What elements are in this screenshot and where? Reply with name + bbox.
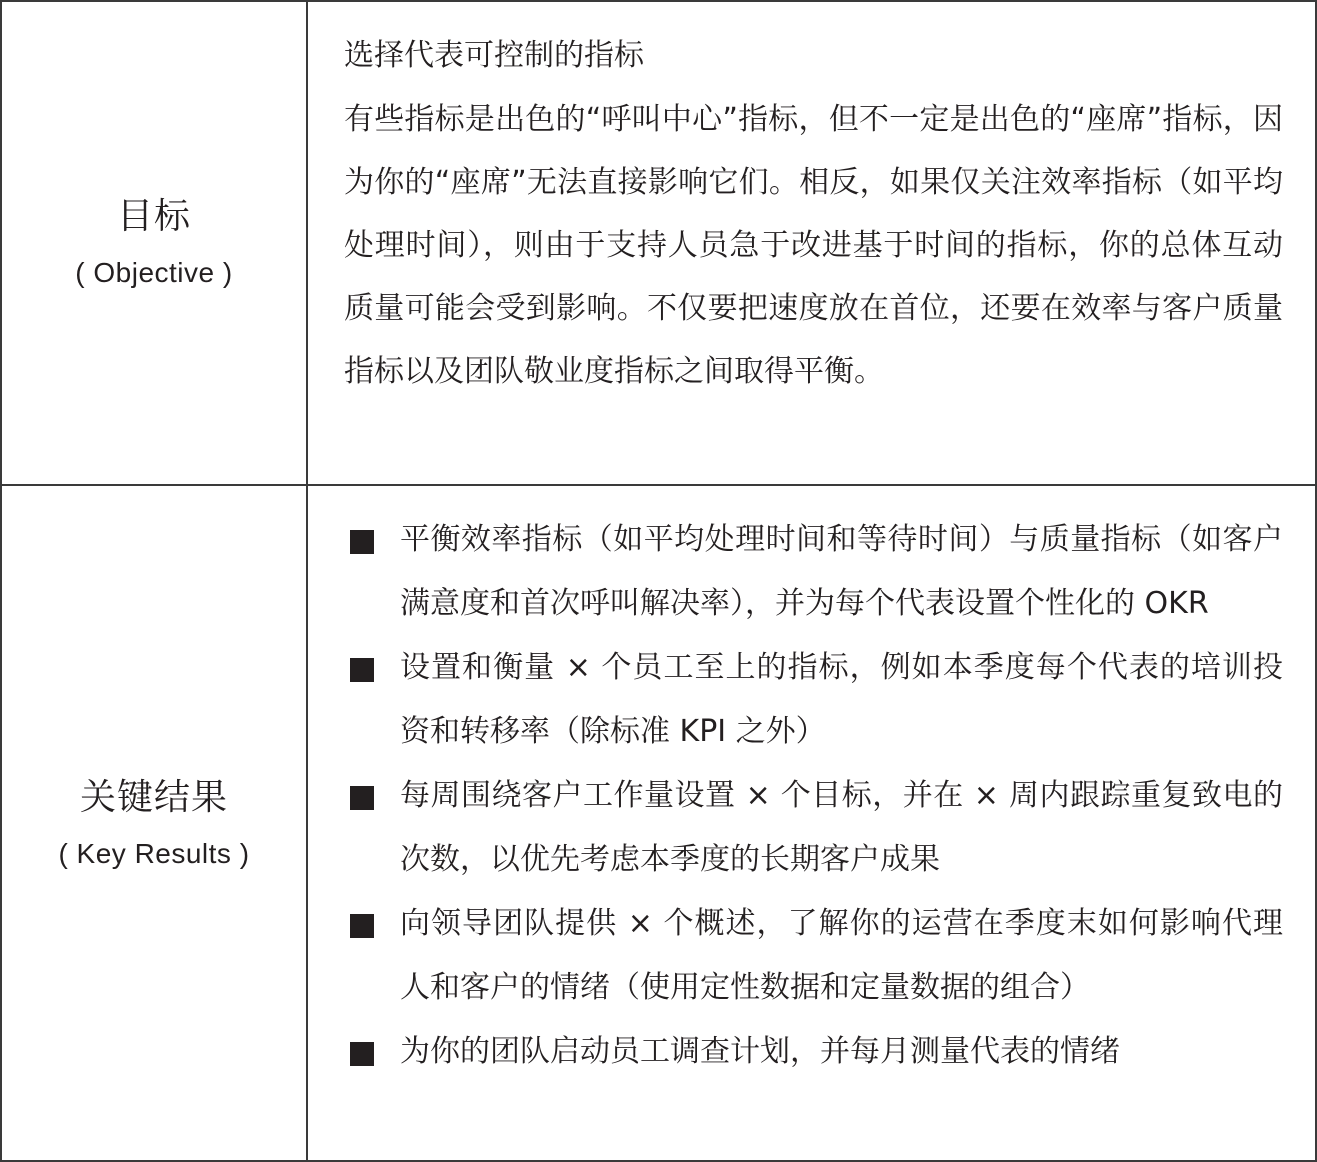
key-results-content-cell bbox=[308, 486, 1315, 1162]
key-result-item bbox=[350, 1020, 1283, 1084]
square-bullet-icon bbox=[350, 786, 374, 810]
key-result-text: 向领导团队提供 × 个概述，了解你的运营在季度末如何影响代理人和客户的情绪（使用定性数据和定量数据的组合） bbox=[400, 906, 1283, 1005]
objective-heading: 选择代表可控制的指标 bbox=[344, 38, 644, 73]
key-results-label-en: ( Key Results ) bbox=[58, 838, 250, 869]
key-results-row bbox=[2, 486, 1315, 1162]
square-bullet-icon bbox=[350, 914, 374, 938]
key-results-list bbox=[308, 486, 1315, 1084]
objective-label-en: ( Objective ) bbox=[75, 257, 233, 288]
objective-paragraph: 有些指标是出色的“呼叫中心”指标，但不一定是出色的“座席”指标，因为你的“座席”无法直接影响它们。相反，如果仅关注效率指标（如平均处理时间），则由于支持人员急于改进基于时间的指标，你的总体互动质量可能会受到影响。不仅要把速度放在首位，还要在效率与客户质量指标以及团队敬业度指标之间取得平衡。 bbox=[344, 102, 1283, 389]
key-result-item bbox=[350, 892, 1283, 1020]
objective-label: 目标 bbox=[116, 196, 191, 237]
key-result-text: 为你的团队启动员工调查计划，并每月测量代表的情绪 bbox=[400, 1034, 1120, 1069]
objective-label-cell bbox=[2, 2, 308, 484]
key-result-text: 平衡效率指标（如平均处理时间和等待时间）与质量指标（如客户满意度和首次呼叫解决率），并为每个代表设置个性化的 OKR bbox=[400, 522, 1283, 621]
square-bullet-icon bbox=[350, 1042, 374, 1066]
square-bullet-icon bbox=[350, 530, 374, 554]
objective-content-cell bbox=[308, 2, 1315, 484]
objective-row bbox=[2, 2, 1315, 486]
key-result-item bbox=[350, 764, 1283, 892]
key-result-text: 每周围绕客户工作量设置 × 个目标，并在 × 周内跟踪重复致电的次数，以优先考虑本季度的长期客户成果 bbox=[400, 778, 1283, 877]
key-results-label: 关键结果 bbox=[79, 777, 228, 818]
key-result-item bbox=[350, 636, 1283, 764]
key-result-text: 设置和衡量 × 个员工至上的指标，例如本季度每个代表的培训投资和转移率（除标准 KPI 之外） bbox=[400, 650, 1283, 749]
key-results-label-cell bbox=[2, 486, 308, 1162]
key-result-item bbox=[350, 508, 1283, 636]
square-bullet-icon bbox=[350, 658, 374, 682]
